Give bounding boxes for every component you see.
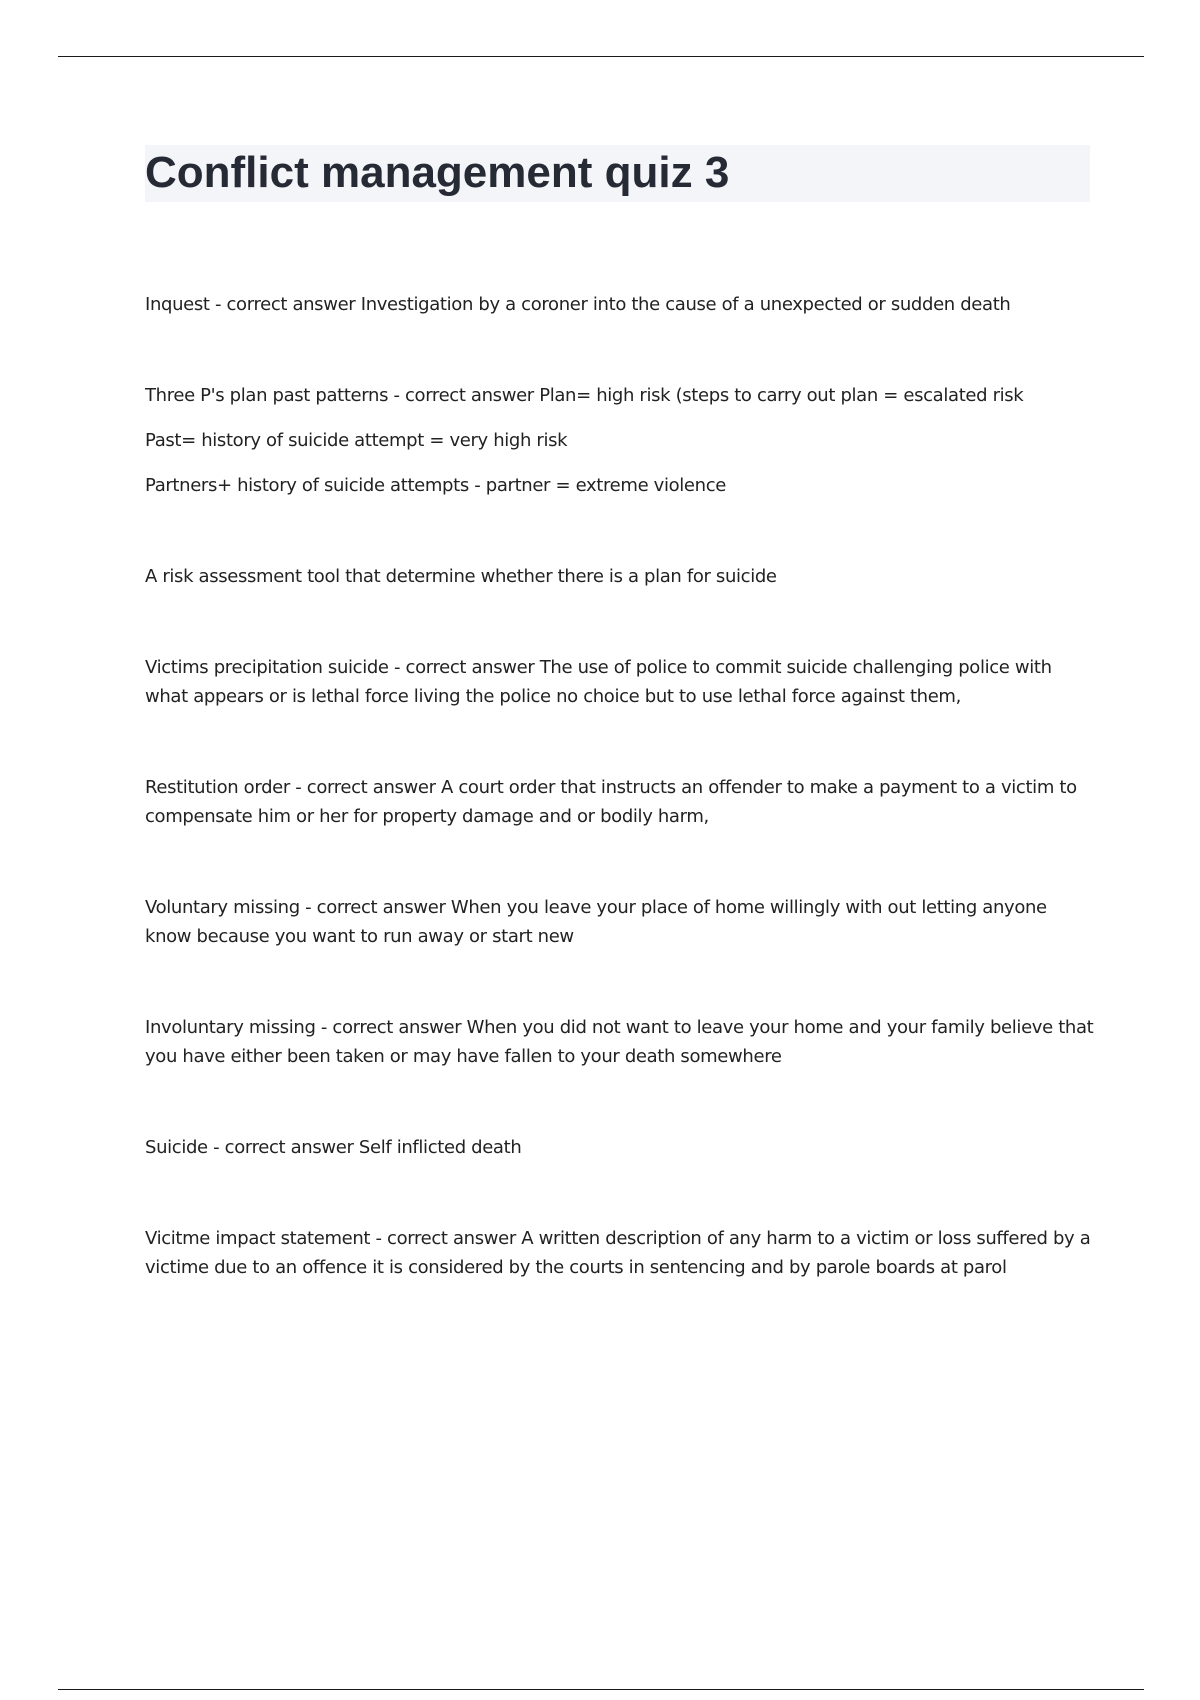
entry-text: Restitution order - correct answer A court order that instructs an offender to make a payment to a victim to compensate him or her for property damage and or bodily harm, xyxy=(145,777,1077,827)
entry-victim-impact-statement xyxy=(145,1224,1095,1282)
entry-text: Involuntary missing - correct answer When you did not want to leave your home and your family believe that you have either been taken or may have fallen to your death somewhere xyxy=(145,1017,1094,1067)
entry-text: Vicitme impact statement - correct answer A written description of any harm to a victim or loss suffered by a victime due to an offence it is considered by the courts in sentencing and by parole boards at parol xyxy=(145,1228,1091,1278)
footer-rule xyxy=(58,1689,1144,1690)
entry-restitution-order xyxy=(145,773,1095,831)
entry-three-ps xyxy=(145,381,1095,500)
entry-text: Victims precipitation suicide - correct answer The use of police to commit suicide challenging police with what appears or is lethal force living the police no choice but to use lethal force against them, xyxy=(145,657,1052,707)
entry-involuntary-missing xyxy=(145,1013,1095,1071)
entry-text: A risk assessment tool that determine whether there is a plan for suicide xyxy=(145,566,777,587)
entry-text: Three P's plan past patterns - correct answer Plan= high risk (steps to carry out plan = escalated risk xyxy=(145,385,1024,406)
entry-risk-tool xyxy=(145,562,1095,591)
entry-text: Suicide - correct answer Self inflicted death xyxy=(145,1137,522,1158)
entry-text: Partners+ history of suicide attempts - partner = extreme violence xyxy=(145,475,726,496)
entry-inquest xyxy=(145,290,1095,319)
page-title: Conflict management quiz 3 xyxy=(145,148,730,197)
flashcard-list xyxy=(145,290,1095,1282)
entry-voluntary-missing xyxy=(145,893,1095,951)
header-rule xyxy=(58,56,1144,57)
entry-text: Inquest - correct answer Investigation by a coroner into the cause of a unexpected or sudden death xyxy=(145,294,1011,315)
entry-text: Past= history of suicide attempt = very high risk xyxy=(145,430,568,451)
entry-victim-precipitated-suicide xyxy=(145,653,1095,711)
entry-suicide xyxy=(145,1133,1095,1162)
entry-text: Voluntary missing - correct answer When you leave your place of home willingly with out letting anyone know because you want to run away or start new xyxy=(145,897,1047,947)
